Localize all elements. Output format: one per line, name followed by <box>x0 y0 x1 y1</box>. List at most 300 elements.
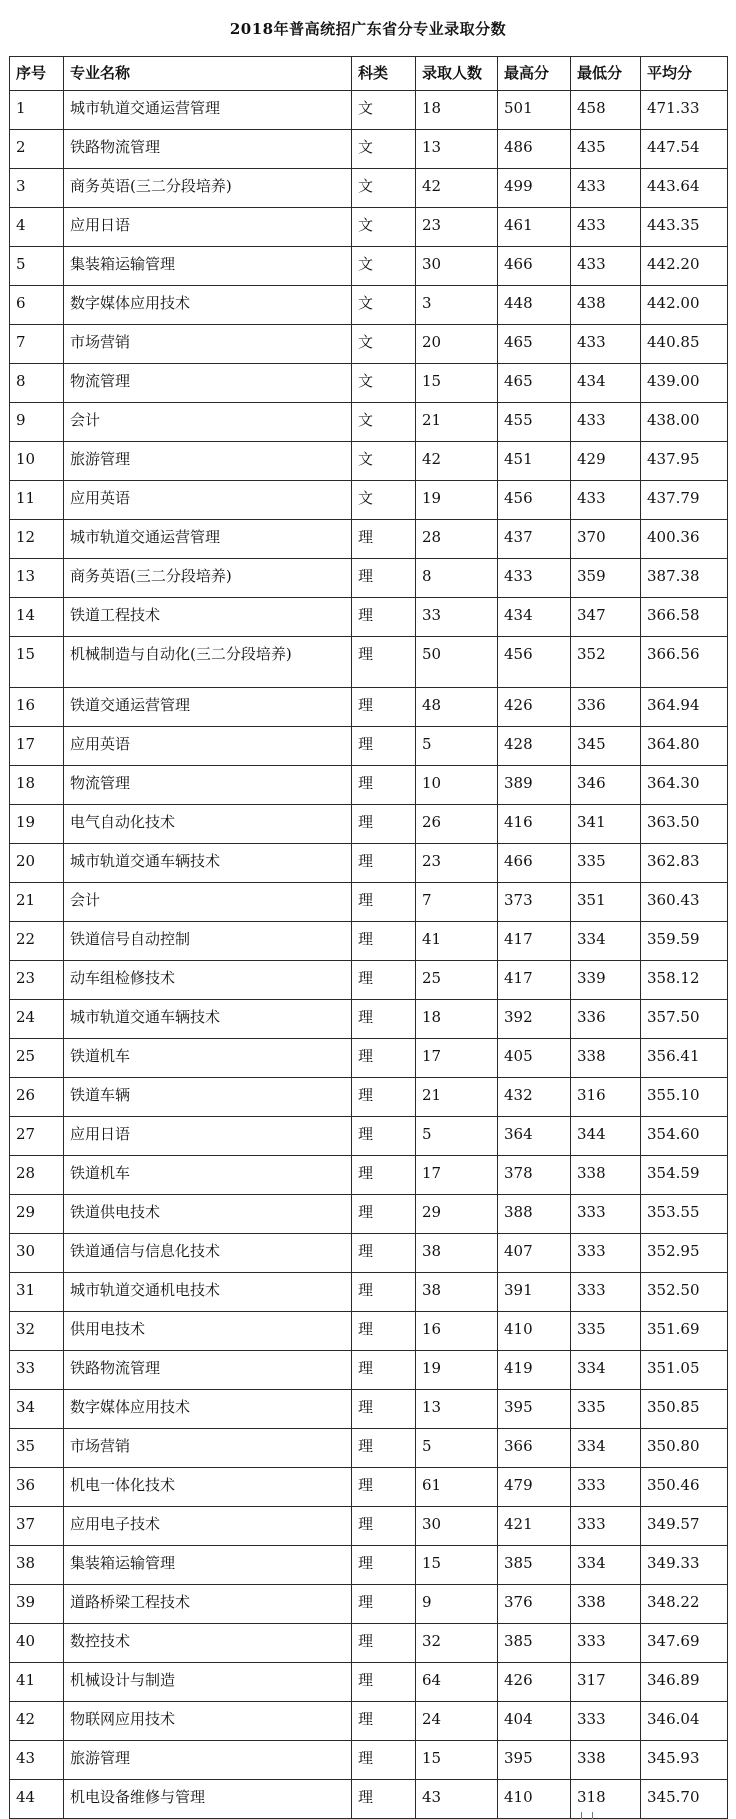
cell-major: 铁道机车 <box>64 1039 352 1078</box>
cell-admitted: 48 <box>416 688 498 727</box>
cell-max-score: 405 <box>498 1039 571 1078</box>
table-row <box>10 1780 728 1819</box>
cell-min-score: 433 <box>571 481 641 520</box>
cell-min-score: 333 <box>571 1273 641 1312</box>
table-row <box>10 1000 728 1039</box>
cell-index: 35 <box>10 1429 64 1468</box>
table-row <box>10 403 728 442</box>
cell-admitted: 7 <box>416 883 498 922</box>
table-row <box>10 1390 728 1429</box>
cell-category: 理 <box>352 559 416 598</box>
cell-max-score: 419 <box>498 1351 571 1390</box>
cell-major: 铁道供电技术 <box>64 1195 352 1234</box>
cell-category: 理 <box>352 598 416 637</box>
cell-min-score: 347 <box>571 598 641 637</box>
cell-major: 会计 <box>64 403 352 442</box>
cell-major: 供用电技术 <box>64 1312 352 1351</box>
cell-max-score: 455 <box>498 403 571 442</box>
cell-major: 道路桥梁工程技术 <box>64 1585 352 1624</box>
cell-index: 15 <box>10 637 64 688</box>
cell-category: 理 <box>352 727 416 766</box>
cell-avg-score: 345.70 <box>641 1780 728 1819</box>
cell-index: 31 <box>10 1273 64 1312</box>
cell-index: 33 <box>10 1351 64 1390</box>
cell-category: 文 <box>352 364 416 403</box>
cell-max-score: 385 <box>498 1546 571 1585</box>
cell-major: 铁道工程技术 <box>64 598 352 637</box>
cell-max-score: 378 <box>498 1156 571 1195</box>
table-row <box>10 1468 728 1507</box>
cell-min-score: 335 <box>571 1390 641 1429</box>
cell-max-score: 389 <box>498 766 571 805</box>
cell-min-score: 335 <box>571 844 641 883</box>
cell-major: 机电一体化技术 <box>64 1468 352 1507</box>
cell-admitted: 32 <box>416 1624 498 1663</box>
cell-index: 21 <box>10 883 64 922</box>
cell-min-score: 433 <box>571 403 641 442</box>
cell-avg-score: 351.05 <box>641 1351 728 1390</box>
cell-max-score: 433 <box>498 559 571 598</box>
cell-category: 理 <box>352 805 416 844</box>
cell-index: 19 <box>10 805 64 844</box>
cell-admitted: 41 <box>416 922 498 961</box>
cell-min-score: 359 <box>571 559 641 598</box>
cell-avg-score: 440.85 <box>641 325 728 364</box>
cell-category: 理 <box>352 844 416 883</box>
cell-avg-score: 354.60 <box>641 1117 728 1156</box>
cell-category: 理 <box>352 1546 416 1585</box>
cell-avg-score: 471.33 <box>641 91 728 130</box>
cell-min-score: 335 <box>571 1312 641 1351</box>
column-header-admitted: 录取人数 <box>416 57 498 91</box>
cell-avg-score: 347.69 <box>641 1624 728 1663</box>
cell-admitted: 43 <box>416 1780 498 1819</box>
cell-index: 40 <box>10 1624 64 1663</box>
table-row <box>10 1741 728 1780</box>
cell-admitted: 18 <box>416 91 498 130</box>
cell-min-score: 433 <box>571 208 641 247</box>
cell-admitted: 24 <box>416 1702 498 1741</box>
cell-max-score: 376 <box>498 1585 571 1624</box>
cell-category: 理 <box>352 883 416 922</box>
cell-admitted: 29 <box>416 1195 498 1234</box>
cell-min-score: 433 <box>571 169 641 208</box>
cell-index: 16 <box>10 688 64 727</box>
cell-max-score: 417 <box>498 961 571 1000</box>
cell-category: 文 <box>352 130 416 169</box>
cell-index: 25 <box>10 1039 64 1078</box>
cell-index: 17 <box>10 727 64 766</box>
cell-max-score: 395 <box>498 1390 571 1429</box>
cell-avg-score: 364.94 <box>641 688 728 727</box>
table-row <box>10 364 728 403</box>
cell-major: 集装箱运输管理 <box>64 1546 352 1585</box>
cell-avg-score: 366.58 <box>641 598 728 637</box>
cell-max-score: 395 <box>498 1741 571 1780</box>
cell-category: 文 <box>352 481 416 520</box>
cell-category: 理 <box>352 520 416 559</box>
cell-major: 动车组检修技术 <box>64 961 352 1000</box>
cell-index: 3 <box>10 169 64 208</box>
cell-avg-score: 359.59 <box>641 922 728 961</box>
table-row <box>10 922 728 961</box>
cell-major: 城市轨道交通运营管理 <box>64 520 352 559</box>
cell-index: 38 <box>10 1546 64 1585</box>
cell-major: 市场营销 <box>64 325 352 364</box>
table-row <box>10 1663 728 1702</box>
cell-category: 理 <box>352 688 416 727</box>
cell-avg-score: 447.54 <box>641 130 728 169</box>
cell-category: 理 <box>352 1078 416 1117</box>
cell-major: 数控技术 <box>64 1624 352 1663</box>
column-header-index: 序号 <box>10 57 64 91</box>
cell-category: 文 <box>352 442 416 481</box>
cell-category: 理 <box>352 1234 416 1273</box>
cell-major: 城市轨道交通机电技术 <box>64 1273 352 1312</box>
cell-major: 铁道交通运营管理 <box>64 688 352 727</box>
cell-index: 39 <box>10 1585 64 1624</box>
cell-avg-score: 439.00 <box>641 364 728 403</box>
column-header-category: 科类 <box>352 57 416 91</box>
cell-category: 理 <box>352 961 416 1000</box>
cell-max-score: 426 <box>498 688 571 727</box>
cell-index: 12 <box>10 520 64 559</box>
cell-min-score: 334 <box>571 1351 641 1390</box>
cell-max-score: 426 <box>498 1663 571 1702</box>
cell-max-score: 407 <box>498 1234 571 1273</box>
cell-avg-score: 357.50 <box>641 1000 728 1039</box>
cell-category: 理 <box>352 1663 416 1702</box>
cell-admitted: 23 <box>416 208 498 247</box>
cell-max-score: 434 <box>498 598 571 637</box>
cell-index: 4 <box>10 208 64 247</box>
cell-major: 市场营销 <box>64 1429 352 1468</box>
cell-category: 理 <box>352 1624 416 1663</box>
cell-max-score: 392 <box>498 1000 571 1039</box>
cell-category: 理 <box>352 1429 416 1468</box>
table-row <box>10 766 728 805</box>
table-row <box>10 481 728 520</box>
cell-index: 13 <box>10 559 64 598</box>
cell-index: 43 <box>10 1741 64 1780</box>
table-row <box>10 1585 728 1624</box>
cell-min-score: 317 <box>571 1663 641 1702</box>
cell-major: 数字媒体应用技术 <box>64 1390 352 1429</box>
cell-category: 理 <box>352 922 416 961</box>
cell-avg-score: 348.22 <box>641 1585 728 1624</box>
cell-min-score: 345 <box>571 727 641 766</box>
cell-avg-score: 356.41 <box>641 1039 728 1078</box>
cell-avg-score: 349.57 <box>641 1507 728 1546</box>
cell-index: 22 <box>10 922 64 961</box>
cell-admitted: 8 <box>416 559 498 598</box>
cell-avg-score: 353.55 <box>641 1195 728 1234</box>
cell-category: 文 <box>352 91 416 130</box>
cell-avg-score: 443.64 <box>641 169 728 208</box>
column-header-min-score: 最低分 <box>571 57 641 91</box>
cell-max-score: 417 <box>498 922 571 961</box>
cell-admitted: 9 <box>416 1585 498 1624</box>
cell-avg-score: 358.12 <box>641 961 728 1000</box>
cell-index: 5 <box>10 247 64 286</box>
cell-max-score: 456 <box>498 637 571 688</box>
table-row <box>10 247 728 286</box>
cell-category: 理 <box>352 1312 416 1351</box>
table-row <box>10 637 728 688</box>
cell-admitted: 10 <box>416 766 498 805</box>
cell-major: 商务英语(三二分段培养) <box>64 559 352 598</box>
cell-min-score: 333 <box>571 1468 641 1507</box>
cell-major: 铁道信号自动控制 <box>64 922 352 961</box>
cell-min-score: 433 <box>571 325 641 364</box>
table-row <box>10 961 728 1000</box>
cell-avg-score: 352.95 <box>641 1234 728 1273</box>
cell-index: 10 <box>10 442 64 481</box>
cell-major: 应用日语 <box>64 208 352 247</box>
cell-min-score: 338 <box>571 1039 641 1078</box>
cell-index: 24 <box>10 1000 64 1039</box>
cell-category: 理 <box>352 1468 416 1507</box>
cell-max-score: 366 <box>498 1429 571 1468</box>
cell-max-score: 461 <box>498 208 571 247</box>
cell-max-score: 404 <box>498 1702 571 1741</box>
cell-avg-score: 349.33 <box>641 1546 728 1585</box>
cell-avg-score: 443.35 <box>641 208 728 247</box>
cell-major: 城市轨道交通车辆技术 <box>64 1000 352 1039</box>
cell-major: 铁道车辆 <box>64 1078 352 1117</box>
cell-max-score: 410 <box>498 1780 571 1819</box>
cell-avg-score: 350.46 <box>641 1468 728 1507</box>
table-row <box>10 805 728 844</box>
cell-avg-score: 345.93 <box>641 1741 728 1780</box>
cell-max-score: 364 <box>498 1117 571 1156</box>
cell-admitted: 28 <box>416 520 498 559</box>
cell-major: 城市轨道交通运营管理 <box>64 91 352 130</box>
cell-min-score: 434 <box>571 364 641 403</box>
cell-index: 32 <box>10 1312 64 1351</box>
cell-major: 物流管理 <box>64 766 352 805</box>
cell-index: 2 <box>10 130 64 169</box>
cell-min-score: 433 <box>571 247 641 286</box>
cell-min-score: 318 <box>571 1780 641 1819</box>
admission-score-table <box>9 56 728 1819</box>
table-row <box>10 1351 728 1390</box>
cell-min-score: 429 <box>571 442 641 481</box>
cell-max-score: 391 <box>498 1273 571 1312</box>
table-row <box>10 286 728 325</box>
cell-admitted: 50 <box>416 637 498 688</box>
table-row <box>10 1117 728 1156</box>
table-row <box>10 598 728 637</box>
column-header-avg-score: 平均分 <box>641 57 728 91</box>
cell-max-score: 456 <box>498 481 571 520</box>
cell-admitted: 33 <box>416 598 498 637</box>
cell-index: 14 <box>10 598 64 637</box>
cell-category: 理 <box>352 1039 416 1078</box>
cell-major: 应用英语 <box>64 727 352 766</box>
cell-min-score: 435 <box>571 130 641 169</box>
cell-max-score: 466 <box>498 247 571 286</box>
table-row <box>10 727 728 766</box>
cell-index: 11 <box>10 481 64 520</box>
cell-category: 文 <box>352 169 416 208</box>
cell-admitted: 17 <box>416 1039 498 1078</box>
table-row <box>10 1429 728 1468</box>
cell-avg-score: 437.95 <box>641 442 728 481</box>
cell-min-score: 438 <box>571 286 641 325</box>
cell-major: 旅游管理 <box>64 442 352 481</box>
cell-min-score: 458 <box>571 91 641 130</box>
table-bottom-mark-left <box>581 1812 582 1819</box>
cell-major: 应用日语 <box>64 1117 352 1156</box>
cell-major: 集装箱运输管理 <box>64 247 352 286</box>
cell-max-score: 451 <box>498 442 571 481</box>
cell-category: 理 <box>352 1117 416 1156</box>
table-row <box>10 688 728 727</box>
cell-admitted: 25 <box>416 961 498 1000</box>
cell-max-score: 388 <box>498 1195 571 1234</box>
cell-admitted: 21 <box>416 403 498 442</box>
cell-category: 理 <box>352 1273 416 1312</box>
cell-min-score: 346 <box>571 766 641 805</box>
cell-avg-score: 350.85 <box>641 1390 728 1429</box>
cell-major: 铁道机车 <box>64 1156 352 1195</box>
cell-major: 电气自动化技术 <box>64 805 352 844</box>
cell-min-score: 333 <box>571 1195 641 1234</box>
cell-avg-score: 363.50 <box>641 805 728 844</box>
cell-major: 会计 <box>64 883 352 922</box>
cell-max-score: 465 <box>498 364 571 403</box>
table-row <box>10 559 728 598</box>
cell-max-score: 486 <box>498 130 571 169</box>
cell-category: 理 <box>352 1156 416 1195</box>
cell-avg-score: 387.38 <box>641 559 728 598</box>
cell-admitted: 5 <box>416 1429 498 1468</box>
table-row <box>10 1039 728 1078</box>
cell-index: 29 <box>10 1195 64 1234</box>
table-row <box>10 1273 728 1312</box>
cell-admitted: 13 <box>416 130 498 169</box>
cell-admitted: 16 <box>416 1312 498 1351</box>
cell-major: 铁路物流管理 <box>64 1351 352 1390</box>
table-row <box>10 844 728 883</box>
column-header-max-score: 最高分 <box>498 57 571 91</box>
cell-major: 应用电子技术 <box>64 1507 352 1546</box>
table-row <box>10 1234 728 1273</box>
cell-category: 理 <box>352 1741 416 1780</box>
cell-min-score: 352 <box>571 637 641 688</box>
cell-avg-score: 362.83 <box>641 844 728 883</box>
cell-index: 7 <box>10 325 64 364</box>
cell-max-score: 385 <box>498 1624 571 1663</box>
cell-category: 文 <box>352 403 416 442</box>
cell-min-score: 351 <box>571 883 641 922</box>
cell-category: 文 <box>352 208 416 247</box>
cell-max-score: 421 <box>498 1507 571 1546</box>
cell-index: 27 <box>10 1117 64 1156</box>
cell-admitted: 15 <box>416 1741 498 1780</box>
cell-avg-score: 364.80 <box>641 727 728 766</box>
table-row <box>10 883 728 922</box>
table-row <box>10 442 728 481</box>
cell-min-score: 338 <box>571 1741 641 1780</box>
cell-index: 26 <box>10 1078 64 1117</box>
cell-avg-score: 352.50 <box>641 1273 728 1312</box>
cell-index: 44 <box>10 1780 64 1819</box>
cell-avg-score: 346.04 <box>641 1702 728 1741</box>
cell-min-score: 334 <box>571 1429 641 1468</box>
cell-admitted: 42 <box>416 169 498 208</box>
cell-min-score: 333 <box>571 1702 641 1741</box>
cell-admitted: 5 <box>416 727 498 766</box>
cell-avg-score: 442.00 <box>641 286 728 325</box>
cell-min-score: 339 <box>571 961 641 1000</box>
cell-category: 理 <box>352 1780 416 1819</box>
cell-index: 42 <box>10 1702 64 1741</box>
cell-max-score: 501 <box>498 91 571 130</box>
cell-category: 理 <box>352 1585 416 1624</box>
cell-avg-score: 355.10 <box>641 1078 728 1117</box>
cell-min-score: 334 <box>571 922 641 961</box>
cell-admitted: 17 <box>416 1156 498 1195</box>
cell-admitted: 20 <box>416 325 498 364</box>
table-row <box>10 91 728 130</box>
cell-avg-score: 442.20 <box>641 247 728 286</box>
table-row <box>10 325 728 364</box>
cell-admitted: 18 <box>416 1000 498 1039</box>
cell-major: 铁道通信与信息化技术 <box>64 1234 352 1273</box>
cell-admitted: 19 <box>416 1351 498 1390</box>
cell-index: 18 <box>10 766 64 805</box>
column-header-major: 专业名称 <box>64 57 352 91</box>
cell-major: 城市轨道交通车辆技术 <box>64 844 352 883</box>
cell-max-score: 499 <box>498 169 571 208</box>
cell-max-score: 428 <box>498 727 571 766</box>
cell-max-score: 416 <box>498 805 571 844</box>
cell-index: 37 <box>10 1507 64 1546</box>
cell-admitted: 38 <box>416 1273 498 1312</box>
cell-index: 30 <box>10 1234 64 1273</box>
cell-category: 理 <box>352 766 416 805</box>
cell-avg-score: 364.30 <box>641 766 728 805</box>
cell-category: 文 <box>352 247 416 286</box>
cell-index: 34 <box>10 1390 64 1429</box>
cell-admitted: 19 <box>416 481 498 520</box>
table-row <box>10 1312 728 1351</box>
cell-index: 6 <box>10 286 64 325</box>
cell-index: 8 <box>10 364 64 403</box>
cell-avg-score: 400.36 <box>641 520 728 559</box>
table-row <box>10 1702 728 1741</box>
table-row <box>10 208 728 247</box>
cell-avg-score: 351.69 <box>641 1312 728 1351</box>
cell-min-score: 338 <box>571 1585 641 1624</box>
cell-avg-score: 438.00 <box>641 403 728 442</box>
cell-avg-score: 437.79 <box>641 481 728 520</box>
cell-admitted: 42 <box>416 442 498 481</box>
cell-major: 应用英语 <box>64 481 352 520</box>
cell-min-score: 336 <box>571 688 641 727</box>
cell-category: 文 <box>352 286 416 325</box>
cell-admitted: 3 <box>416 286 498 325</box>
table-row <box>10 520 728 559</box>
table-row <box>10 1624 728 1663</box>
cell-min-score: 333 <box>571 1234 641 1273</box>
cell-admitted: 13 <box>416 1390 498 1429</box>
cell-admitted: 15 <box>416 1546 498 1585</box>
table-header-row <box>10 57 728 91</box>
cell-category: 理 <box>352 1000 416 1039</box>
